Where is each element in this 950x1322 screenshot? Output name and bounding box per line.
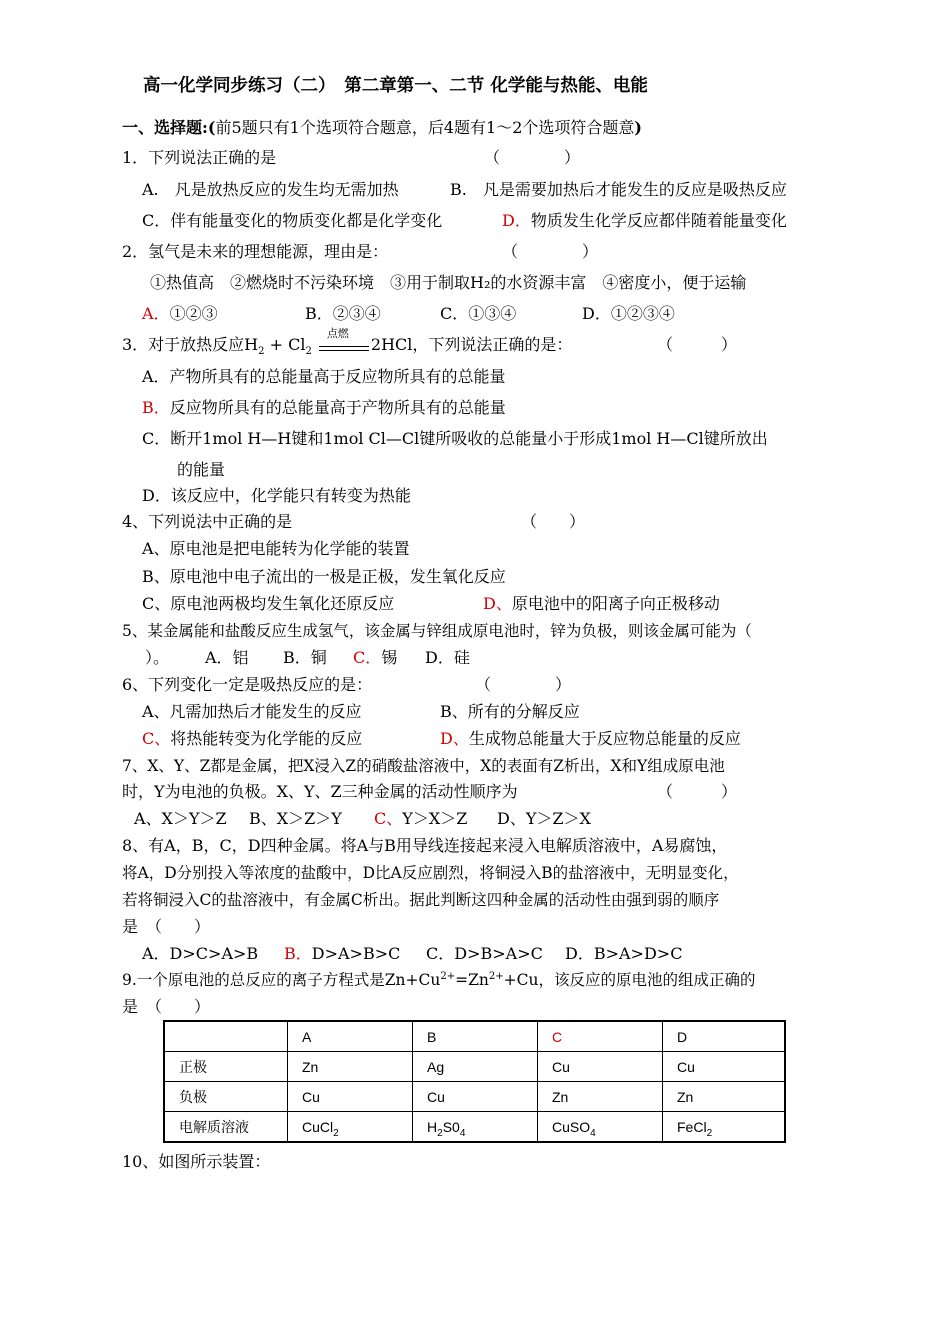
table-cell: Cu	[538, 1052, 663, 1082]
q2-option-d: D．①②③④	[582, 304, 675, 323]
q6-option-b: B、所有的分解反应	[440, 702, 580, 721]
page-title: 高一化学同步练习（二） 第二章第一、二节 化学能与热能、电能	[143, 76, 648, 96]
q1-option-b: B. 凡是需要加热后才能发生的反应是吸热反应	[450, 180, 787, 199]
q8-option-d: D．B>A>D>C	[565, 944, 683, 963]
q4-answer-paren: （ ）	[521, 512, 586, 531]
table-cell: CuCl$_2$	[288, 1112, 413, 1143]
q8-option-b: B．D>A>B>C	[284, 944, 401, 963]
q8-option-c: C．D>B>A>C	[426, 944, 543, 963]
table-cell: Zn	[663, 1082, 786, 1112]
q1-option-c: C．伴有能量变化的物质变化都是化学变化	[142, 211, 443, 230]
q1-option-a: A. 凡是放热反应的发生均无需加热	[142, 180, 399, 199]
table-cell: Ag	[413, 1052, 538, 1082]
q7-answer-mark: C、	[374, 809, 403, 828]
reaction-condition: 点燃	[326, 327, 349, 340]
q8-line-4: 是 （ ）	[122, 917, 211, 936]
section-heading	[122, 118, 642, 138]
q5-answer-paren: ）。	[145, 648, 170, 667]
table-cell: Cu	[288, 1082, 413, 1112]
table-header-b: B	[413, 1021, 538, 1052]
q2-answer-paren: （ ）	[502, 242, 599, 261]
q1-answer-mark: D．	[502, 211, 531, 230]
q3-option-d: D．该反应中，化学能只有转变为热能	[142, 486, 411, 505]
table-header-d: D	[663, 1021, 786, 1052]
section-note: 前5题只有1个选项符合题意，后4题有1～2个选项符合题意	[215, 118, 635, 137]
section-close: )	[634, 118, 642, 137]
q6-option-a: A、凡需加热后才能发生的反应	[142, 702, 362, 721]
table-row	[164, 1112, 785, 1143]
q4-option-a: A、原电池是把电能转为化学能的装置	[142, 539, 410, 558]
q9-answer-table	[163, 1020, 786, 1143]
q2-answer-mark: A．	[142, 304, 170, 323]
q8-answer-mark: B．	[284, 944, 312, 963]
q4-option-d: D、原电池中的阳离子向正极移动	[483, 594, 720, 613]
table-cell: Zn	[288, 1052, 413, 1082]
q3-option-a: A．产物所具有的总能量高于反应物所具有的总能量	[142, 367, 506, 386]
q4-option-b: B、原电池中电子流出的一极是正极，发生氧化反应	[142, 567, 506, 586]
q4-option-c: C、原电池两极均发生氧化还原反应	[142, 594, 395, 613]
q7-option-d: D、Y＞Z＞X	[497, 809, 591, 828]
q7-answer-paren: （ ）	[657, 782, 738, 801]
q2-items: ①热值高 ②燃烧时不污染环境 ③用于制取H₂的水资源丰富 ④密度小，便于运输	[150, 273, 747, 292]
q3-option-c: C．断开1mol H—H键和1mol Cl—Cl键所吸收的总能量小于形成1mol H—Cl键所放出	[142, 429, 768, 448]
q7-option-a: A、X＞Y＞Z	[134, 809, 227, 828]
q1-option-d: D．物质发生化学反应都伴随着能量变化	[502, 211, 787, 230]
q1-stem: 1．下列说法正确的是	[122, 148, 277, 167]
q6-option-c: C、将热能转变为化学能的反应	[142, 729, 363, 748]
row-label-positive: 正极	[164, 1052, 288, 1082]
q5-option-a: A．铝	[205, 648, 249, 667]
q5-option-c: C．锡	[353, 648, 398, 667]
table-row	[164, 1021, 785, 1052]
table-cell: Cu	[413, 1082, 538, 1112]
q2-stem: 2．氢气是未来的理想能源，理由是：	[122, 242, 389, 261]
q10-stem: 10、如图所示装置：	[122, 1152, 271, 1171]
q3-answer-paren: （ ）	[657, 335, 738, 354]
q3-option-b: B．反应物所具有的总能量高于产物所具有的总能量	[142, 398, 506, 417]
reaction-condition-arrow	[317, 327, 371, 355]
table-header-a: A	[288, 1021, 413, 1052]
q6-stem: 6、下列变化一定是吸热反应的是：	[122, 675, 373, 694]
q6-option-d: D、生成物总能量大于反应物总能量的反应	[440, 729, 741, 748]
q1-answer-paren: （ ）	[484, 148, 581, 167]
q5-stem: 5、某金属能和盐酸反应生成氢气，该金属与锌组成原电池时，锌为负极，则该金属可能为（	[122, 622, 752, 640]
q6-answer-mark-c: C、	[142, 729, 171, 748]
q7-line-1: 7、X、Y、Z都是金属，把X浸入Z的硝酸盐溶液中，X的表面有Z析出，X和Y组成原电池	[122, 757, 725, 775]
q3-stem: 3．对于放热反应$H_2 + Cl_2$ 点燃 2HCl，下列说法正确的是：	[122, 335, 572, 355]
q8-line-2: 将A，D分别投入等浓度的盐酸中，D比A反应剧烈，将铜浸入B的盐溶液中，无明显变化，	[122, 864, 739, 882]
table-cell: $H_2S0_4$	[413, 1112, 538, 1143]
table-cell: Zn	[538, 1082, 663, 1112]
table-header-c: C	[538, 1021, 663, 1052]
table-row	[164, 1052, 785, 1082]
section-label: 一、选择题:(	[122, 118, 216, 137]
table-cell: FeCl$_2$	[663, 1112, 786, 1143]
q8-line-1: 8、有A，B，C，D四种金属。将A与B用导线连接起来浸入电解质溶液中，A易腐蚀，	[122, 836, 728, 855]
q7-option-b: B、X＞Z＞Y	[249, 809, 342, 828]
q4-stem: 4、下列说法中正确的是	[122, 512, 293, 531]
q8-line-3: 若将铜浸入C的盐溶液中，有金属C析出。据此判断这四种金属的活动性由强到弱的顺序	[122, 891, 720, 909]
table-cell	[164, 1021, 288, 1052]
q5-option-b: B．铜	[283, 648, 327, 667]
row-label-negative: 负极	[164, 1082, 288, 1112]
row-label-electrolyte: 电解质溶液	[164, 1112, 288, 1143]
q3-option-c-cont: 的能量	[177, 460, 226, 479]
q2-option-a: A．①②③	[142, 304, 218, 323]
q5-answer-mark: C．	[353, 648, 382, 667]
table-cell: CuSO$_4$	[538, 1112, 663, 1143]
q6-answer-paren: （ ）	[475, 675, 572, 694]
table-row	[164, 1082, 785, 1112]
q3-answer-mark: B．	[142, 398, 170, 417]
table-cell: Cu	[663, 1052, 786, 1082]
q9-line-2: 是 （ ）	[122, 997, 211, 1016]
q7-option-c: C、Y＞X＞Z	[374, 809, 468, 828]
q7-line-2: 时，Y为电池的负极。X、Y、Z三种金属的活动性顺序为	[122, 782, 518, 801]
q2-option-c: C．①③④	[440, 304, 517, 323]
q9-line-1: 9.一个原电池的总反应的离子方程式是$Zn+Cu^{2+}=Zn^{2+}+Cu$，该反应的原电池的组成正确的	[122, 970, 756, 989]
q8-option-a: A．D>C>A>B	[142, 944, 259, 963]
q6-answer-mark-d: D、	[440, 729, 469, 748]
q5-option-d: D．硅	[425, 648, 470, 667]
q2-option-b: B．②③④	[305, 304, 381, 323]
q4-answer-mark: D、	[483, 594, 512, 613]
